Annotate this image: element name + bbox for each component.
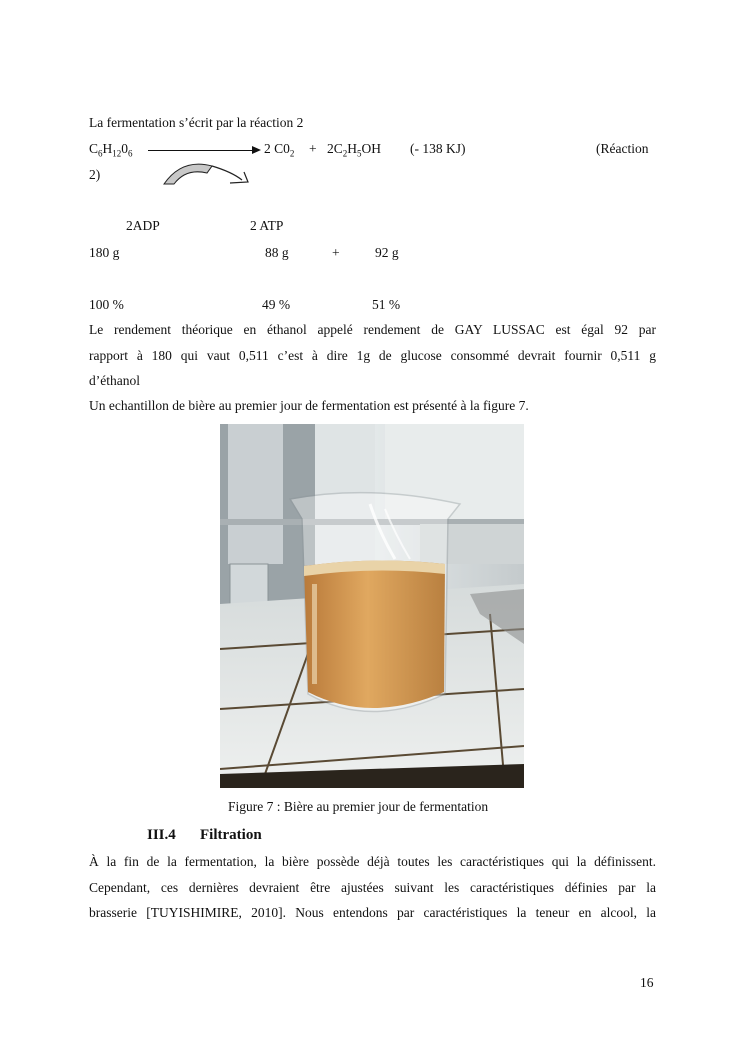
mass-ethanol: 92 g [375,245,399,260]
intro-text: La fermentation s’écrit par la réaction 2 [89,115,304,130]
equation-product-co2: 2 $C0_2$ [264,141,295,159]
reaction-label: (Réaction [596,141,649,156]
mass-co2: 88 g [265,245,289,260]
page-number: 16 [640,975,654,990]
equation-energy: (- 138 KJ) [410,141,466,156]
percent-reactant: 100 % [89,297,124,312]
section-number: III.4 [147,827,176,843]
paragraph-line: Cependant, ces dernières devraient être ajustées suivant les caractéristiques définies par la [89,879,656,895]
paragraph-sample: Un echantillon de bière au premier jour de fermentation est présenté à la figure 7. [89,398,529,413]
reaction-arrow [148,150,256,151]
cofactor-adp: 2ADP [126,218,160,233]
section-title: Filtration [200,827,262,843]
paragraph-yield [89,317,656,394]
reaction-arrow-head [252,146,261,154]
paragraph-line: d’éthanol [89,373,140,388]
equation-reactant: $C_6H_{12}0_6$ [89,141,133,159]
paragraph-line: À la fin de la fermentation, la bière possède déjà toutes les caractéristiques qui la définissent. [89,854,656,869]
beer-beaker-photo [220,424,524,788]
paragraph-filtration [89,849,656,926]
curved-arrow-icon [160,160,280,190]
paragraph-line: rapport à 180 qui vaut 0,511 c’est à dire 1g de glucose consommé devrait fournir 0,511 g [89,347,656,363]
mass-plus: + [332,245,340,260]
percent-ethanol: 51 % [372,297,401,312]
equation-plus: + [309,141,317,156]
reaction-label-number: 2) [89,167,101,182]
paragraph-line: brasserie [TUYISHIMIRE, 2010]. Nous entendons par caractéristiques la teneur en alcool, la [89,905,656,920]
percent-co2: 49 % [262,297,291,312]
mass-reactant: 180 g [89,245,120,260]
figure-caption: Figure 7 : Bière au premier jour de fermentation [228,799,489,814]
paragraph-line: Le rendement théorique en éthanol appelé rendement de GAY LUSSAC est égal 92 par [89,322,656,337]
equation-product-ethanol: $2C_2H_5OH$ [327,141,382,159]
cofactor-atp: 2 ATP [250,218,284,233]
